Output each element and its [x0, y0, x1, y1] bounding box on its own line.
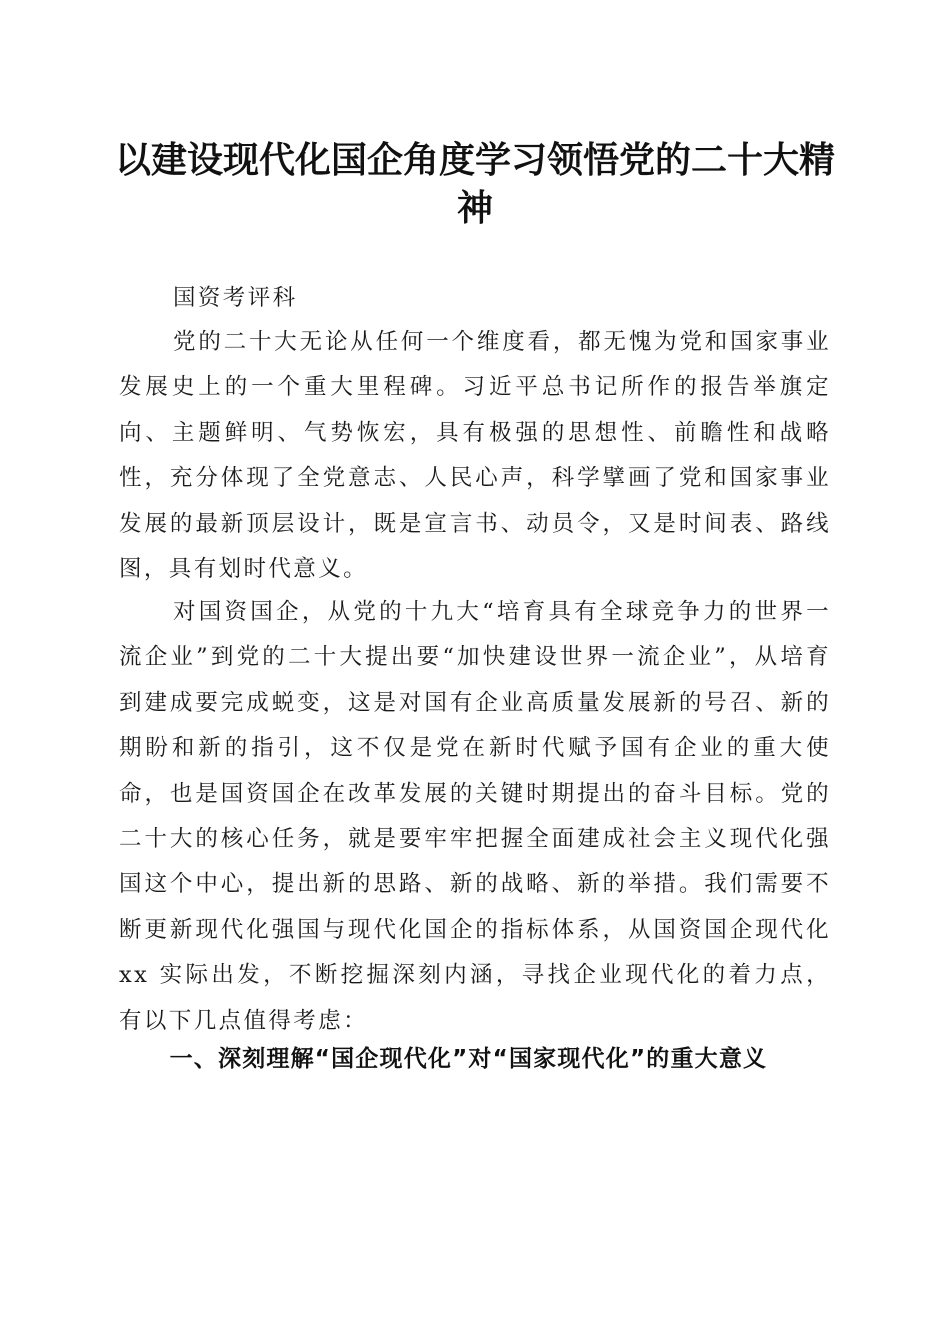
paragraph-1: 党的二十大无论从任何一个维度看，都无愧为党和国家事业发展史上的一个重大里程碑。习近平总书记所作的报告举旗定向、主题鲜明、气势恢宏，具有极强的思想性、前瞻性和战略性，充分体现了全党意志、人民心声，科学擘画了党和国家事业发展的最新顶层设计，既是宣言书、动员令，又是时间表、路线图，具有划时代意义。: [119, 329, 831, 583]
section-heading-1: 一、深刻理解“国企现代化”对“国家现代化”的重大意义: [169, 1046, 768, 1072]
author-line: 国资考评科: [173, 285, 298, 311]
paragraph-2: 对国资国企，从党的十九大“培育具有全球竞争力的世界一流企业”到党的二十大提出要“加快建设世界一流企业”，从培育到建成要完成蜕变，这是对国有企业高质量发展新的号召、新的期盼和新的指引，这不仅是党在新时代赋予国有企业的重大使命，也是国资国企在改革发展的关键时期提出的奋斗目标。党的二十大的核心任务，就是要牢牢把握全面建成社会主义现代化强国这个中心，提出新的思路、新的战略、新的举措。我们需要不断更新现代化强国与现代化国企的指标体系，从国资国企现代化 xx 实际出发，不断挖掘深刻内涵，寻找企业现代化的着力点，有以下几点值得考虑：: [119, 599, 831, 1034]
document-title: 以建设现代化国企角度学习领悟党的二十大精神: [114, 139, 835, 229]
